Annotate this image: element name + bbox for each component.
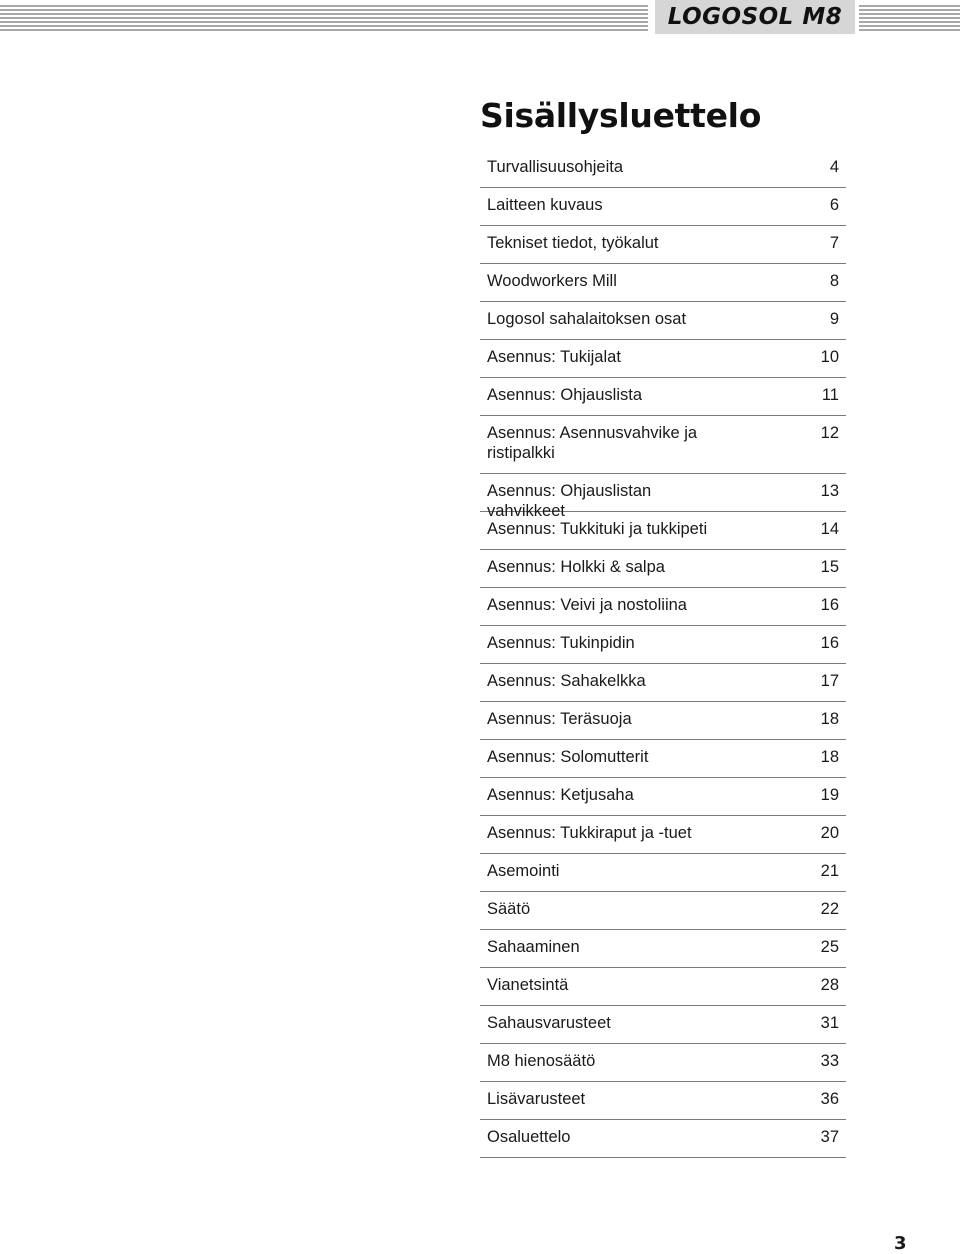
header-stripe [859, 25, 960, 27]
toc-entry[interactable] [480, 188, 846, 226]
toc-entry-label: Lisävarusteet [487, 1090, 586, 1108]
toc-entry-page: 9 [829, 310, 839, 328]
header-stripe [0, 29, 648, 31]
header-stripe [859, 9, 960, 11]
table-of-contents [480, 150, 846, 1158]
toc-entry[interactable] [480, 150, 846, 188]
toc-entry[interactable] [480, 226, 846, 264]
toc-entry[interactable] [480, 816, 846, 854]
page-number: 3 [894, 1233, 907, 1254]
toc-entry-page: 13 [820, 482, 839, 500]
header-stripe [859, 5, 960, 7]
toc-entry[interactable] [480, 702, 846, 740]
header-stripe [859, 29, 960, 31]
header-stripe [859, 21, 960, 23]
toc-entry-page: 21 [820, 862, 839, 880]
toc-entry-page: 31 [820, 1014, 839, 1032]
toc-entry[interactable] [480, 302, 846, 340]
toc-entry-label: Tekniset tiedot, työkalut [487, 234, 659, 252]
toc-entry[interactable] [480, 740, 846, 778]
toc-entry[interactable] [480, 550, 846, 588]
toc-entry-label: Asennus: Asennusvahvike ja ristipalkki [487, 424, 698, 462]
toc-entry[interactable] [480, 1006, 846, 1044]
toc-entry-label: Asennus: Teräsuoja [487, 710, 632, 728]
toc-entry-label: Logosol sahalaitoksen osat [487, 310, 687, 328]
header-stripes-left [0, 0, 648, 34]
toc-entry-label: Asennus: Ohjauslista [487, 386, 643, 404]
toc-entry[interactable] [480, 264, 846, 302]
toc-entry-page: 6 [829, 196, 839, 214]
header-stripe [0, 17, 648, 19]
header-stripe [0, 21, 648, 23]
toc-entry[interactable] [480, 854, 846, 892]
toc-entry-label: Sahausvarusteet [487, 1014, 611, 1032]
toc-entry-page: 10 [820, 348, 839, 366]
toc-entry-page: 18 [820, 710, 839, 728]
toc-entry-label: Asennus: Ketjusaha [487, 786, 634, 804]
toc-entry-label: Asennus: Veivi ja nostoliina [487, 596, 687, 614]
toc-entry-label: Asennus: Solomutterit [487, 748, 649, 766]
toc-entry-label: Woodworkers Mill [487, 272, 617, 290]
header-stripe [0, 25, 648, 27]
toc-entry-label: Asennus: Ohjauslistan vahvikkeet [487, 482, 652, 520]
toc-entry[interactable] [480, 474, 846, 520]
toc-entry-page: 33 [820, 1052, 839, 1070]
toc-entry-page: 28 [820, 976, 839, 994]
toc-entry[interactable] [480, 892, 846, 930]
toc-entry-page: 14 [820, 520, 839, 538]
toc-entry[interactable] [480, 1120, 846, 1158]
toc-entry-label: M8 hienosäätö [487, 1052, 596, 1070]
toc-entry-page: 37 [820, 1128, 839, 1146]
toc-entry-page: 4 [829, 158, 839, 176]
toc-entry[interactable] [480, 416, 846, 474]
toc-entry-label: Asennus: Tukinpidin [487, 634, 635, 652]
toc-entry-page: 22 [820, 900, 839, 918]
toc-entry-page: 7 [829, 234, 839, 252]
toc-entry-page: 15 [820, 558, 839, 576]
toc-entry-page: 19 [820, 786, 839, 804]
toc-entry-label: Asennus: Holkki & salpa [487, 558, 665, 576]
toc-entry[interactable] [480, 588, 846, 626]
toc-entry-label: Laitteen kuvaus [487, 196, 603, 214]
toc-entry-label: Vianetsintä [487, 976, 569, 994]
toc-entry-label: Turvallisuusohjeita [487, 158, 624, 176]
toc-entry-label: Asennus: Tukkituki ja tukkipeti [487, 520, 708, 538]
toc-entry[interactable] [480, 626, 846, 664]
toc-entry-label: Säätö [487, 900, 531, 918]
toc-entry-label: Asennus: Sahakelkka [487, 672, 646, 690]
header-stripe [859, 17, 960, 19]
toc-entry[interactable] [480, 930, 846, 968]
header-stripe [0, 9, 648, 11]
page-title: Sisällysluettelo [480, 96, 762, 135]
toc-entry[interactable] [480, 664, 846, 702]
header-stripe [859, 13, 960, 15]
toc-entry-label: Asennus: Tukkiraput ja -tuet [487, 824, 692, 842]
toc-entry-page: 18 [820, 748, 839, 766]
toc-entry-page: 25 [820, 938, 839, 956]
brand-logo: LOGOSOL M8 [655, 0, 855, 34]
toc-entry[interactable] [480, 378, 846, 416]
toc-entry-page: 16 [820, 634, 839, 652]
toc-entry-page: 16 [820, 596, 839, 614]
toc-entry-page: 36 [820, 1090, 839, 1108]
toc-entry[interactable] [480, 1044, 846, 1082]
toc-entry-page: 11 [821, 386, 839, 404]
toc-entry-page: 12 [820, 424, 839, 442]
toc-entry-page: 8 [829, 272, 839, 290]
toc-entry[interactable] [480, 778, 846, 816]
header-stripes-right [859, 0, 960, 34]
header-stripe [0, 13, 648, 15]
toc-entry-label: Asemointi [487, 862, 560, 880]
toc-entry-label: Sahaaminen [487, 938, 580, 956]
toc-entry-page: 17 [820, 672, 839, 690]
header-stripe [0, 5, 648, 7]
toc-entry[interactable] [480, 340, 846, 378]
toc-entry-label: Asennus: Tukijalat [487, 348, 621, 366]
toc-entry[interactable] [480, 968, 846, 1006]
toc-entry[interactable] [480, 1082, 846, 1120]
toc-entry-page: 20 [820, 824, 839, 842]
toc-entry-label: Osaluettelo [487, 1128, 571, 1146]
